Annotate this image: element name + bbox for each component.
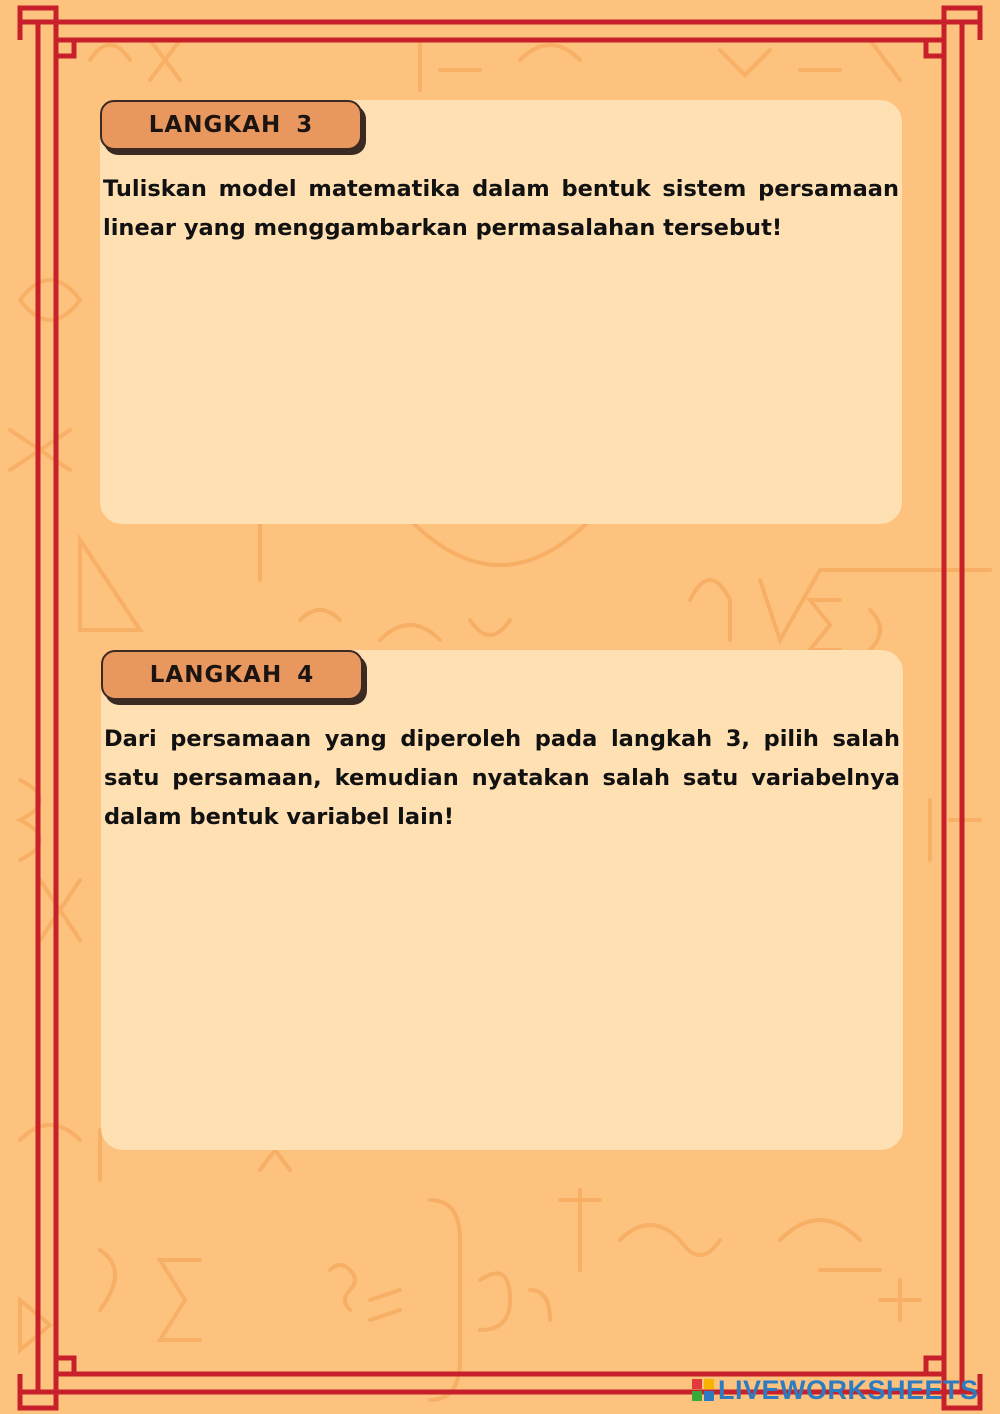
step-3-label: LANGKAH 3: [100, 100, 362, 150]
brand-name: LIVEWORKSHEETS: [718, 1374, 979, 1405]
step-3-instruction: Tuliskan model matematika dalam bentuk sistem persamaan linear yang menggambarkan permasalahan tersebut!: [103, 176, 899, 241]
step-4-label: LANGKAH 4: [101, 650, 363, 700]
step-4-instruction: Dari persamaan yang diperoleh pada langkah 3, pilih salah satu persamaan, kemudian nyatakan salah satu variabelnya dalam bentuk variabel lain!: [104, 726, 900, 830]
liveworksheets-logo-icon: [692, 1379, 714, 1401]
step-3-panel: [100, 100, 902, 524]
liveworksheets-brand[interactable]: [692, 1374, 979, 1406]
step-4-panel: [101, 650, 903, 1150]
